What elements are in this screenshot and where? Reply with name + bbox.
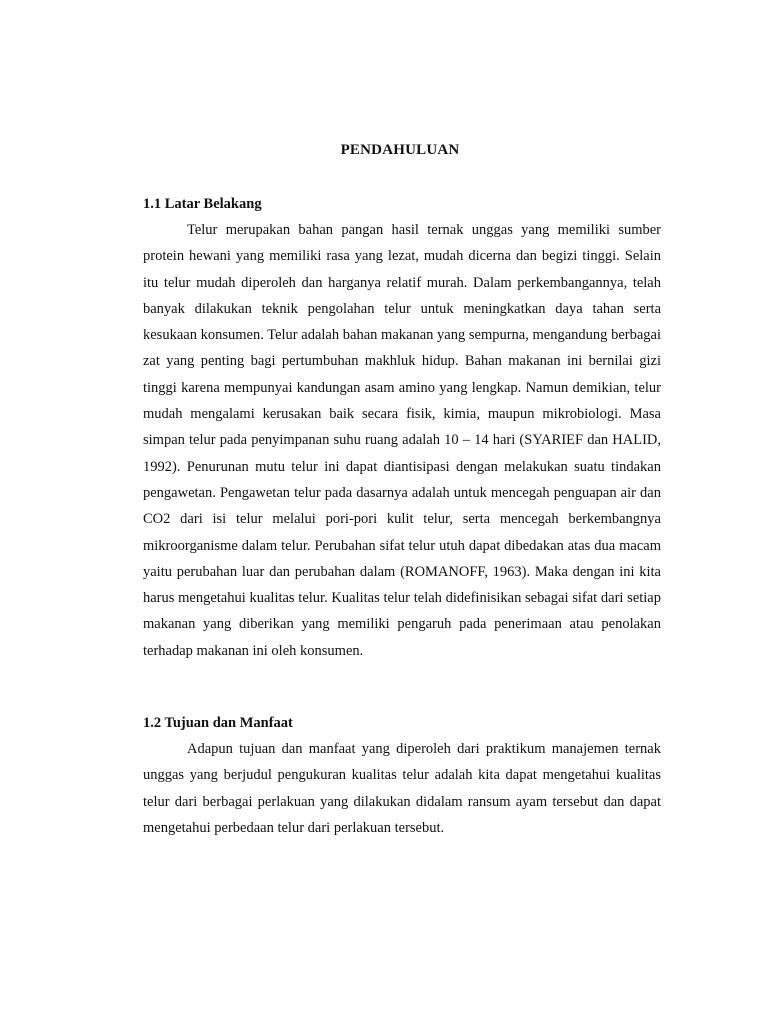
page-title: PENDAHULUAN bbox=[340, 142, 460, 158]
section-heading: 1.1 Latar Belakang bbox=[143, 196, 262, 212]
section-latar-belakang bbox=[143, 194, 661, 664]
section-paragraph: Telur merupakan bahan pangan hasil ternak unggas yang memiliki sumber protein hewani yang memiliki rasa yang lezat, mudah dicerna dan begizi tinggi. Selain itu telur mudah diperoleh dan harganya relatif murah. Dalam perkembangannya, telah banyak dilakukan teknik pengolahan telur untuk meningkatkan daya tahan serta kesukaan konsumen. Telur adalah bahan makanan yang sempurna, mengandung berbagai zat yang penting bagi pertumbuhan makhluk hidup. Bahan makanan ini bernilai gizi tinggi karena mempunyai kandungan asam amino yang lengkap. Namun demikian, telur mudah mengalami kerusakan baik secara fisik, kimia, maupun mikrobiologi. Masa simpan telur pada penyimpanan suhu ruang adalah 10 – 14 hari (SYARIEF dan HALID, 1992). Penurunan mutu telur ini dapat diantisipasi dengan melakukan suatu tindakan pengawetan. Pengawetan telur pada dasarnya adalah untuk mencegah penguapan air dan CO2 dari isi telur melalui pori-pori kulit telur, serta mencegah berkembangnya mikroorganisme dalam telur. Perubahan sifat telur utuh dapat dibedakan atas dua macam yaitu perubahan luar dan perubahan dalam (ROMANOFF, 1963). Maka dengan ini kita harus mengetahui kualitas telur. Kualitas telur telah didefinisikan sebagai sifat dari setiap makanan yang diberikan yang memiliki pengaruh pada penerimaan atau penolakan terhadap makanan ini oleh konsumen. bbox=[143, 222, 661, 659]
section-paragraph: Adapun tujuan dan manfaat yang diperoleh dari praktikum manajemen ternak unggas yang berjudul pengukuran kualitas telur adalah kita dapat mengetahui kualitas telur dari berbagai perlakuan yang dilakukan didalam ransum ayam tersebut dan dapat mengetahui perbedaan telur dari perlakuan tersebut. bbox=[143, 741, 661, 836]
section-tujuan-manfaat bbox=[143, 713, 661, 841]
section-heading: 1.2 Tujuan dan Manfaat bbox=[143, 715, 293, 731]
